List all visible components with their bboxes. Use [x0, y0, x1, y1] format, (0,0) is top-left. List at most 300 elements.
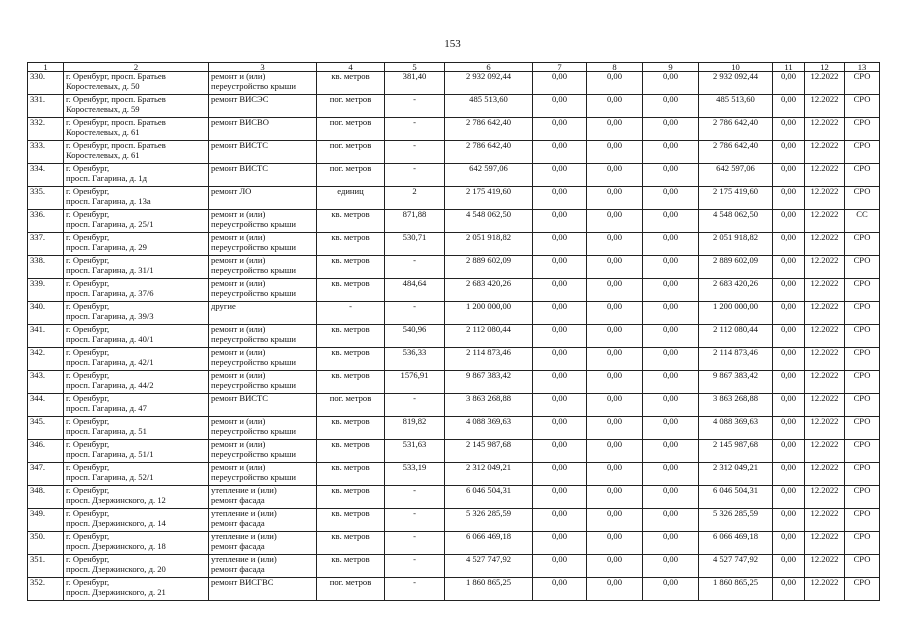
work-type-cell	[209, 486, 317, 509]
row-number-text: 333.	[30, 140, 46, 150]
total-cost-text: 9 867 383,42	[465, 370, 512, 380]
fund-source-cell	[845, 95, 880, 118]
funding-col-11-cell	[773, 325, 805, 348]
unit-cell	[317, 578, 385, 601]
work-type-text: переустройство крыши	[211, 218, 296, 229]
funding-col-11-cell	[773, 302, 805, 325]
quantity-text: -	[413, 508, 416, 518]
completion-date-cell	[805, 417, 845, 440]
funding-col-11-cell	[773, 509, 805, 532]
total-cost-cell	[445, 302, 533, 325]
work-type-text: ремонт и (или)	[211, 439, 266, 449]
address-text: г. Оренбург,	[66, 531, 110, 541]
address-text: г. Оренбург,	[66, 301, 110, 311]
funding-col-8-cell	[587, 118, 643, 141]
quantity-cell	[385, 509, 445, 532]
funding-col-9-text: 0,00	[662, 232, 679, 242]
funding-col-11-text: 0,00	[780, 140, 797, 150]
row-number-text: 331.	[30, 94, 46, 104]
total-cost-text: 2 145 987,68	[465, 439, 512, 449]
total-cost-text: 2 932 092,44	[465, 71, 512, 81]
work-type-text: ремонт и (или)	[211, 255, 266, 265]
address-text: просп. Гагарина, д. 29	[66, 241, 147, 252]
work-type-cell	[209, 302, 317, 325]
unit-text: кв. метров	[331, 531, 370, 541]
funding-col-8-cell	[587, 141, 643, 164]
funding-col-11-cell	[773, 555, 805, 578]
completion-date-text: 12.2022	[810, 140, 839, 150]
total-cost-cell	[445, 187, 533, 210]
funding-col-8-cell	[587, 417, 643, 440]
fund-source-text: СРО	[853, 232, 871, 242]
address-cell	[64, 187, 209, 210]
work-type-text: утепление и (или)	[211, 531, 277, 541]
funding-col-7-text: 0,00	[551, 163, 568, 173]
address-text: просп. Гагарина, д. 51/1	[66, 448, 154, 459]
completion-date-text: 12.2022	[810, 439, 839, 449]
fund-source-text: СРО	[853, 94, 871, 104]
address-text: г. Оренбург,	[66, 163, 110, 173]
funding-col-8-cell	[587, 394, 643, 417]
total-cost-cell	[445, 486, 533, 509]
funding-col-7-text: 0,00	[551, 416, 568, 426]
work-type-cell	[209, 141, 317, 164]
completion-date-text: 12.2022	[810, 324, 839, 334]
unit-cell	[317, 72, 385, 95]
unit-cell	[317, 302, 385, 325]
funding-col-8-text: 0,00	[606, 140, 623, 150]
fund-source-cell	[845, 325, 880, 348]
funding-col-8-text: 0,00	[606, 577, 623, 587]
table-row	[28, 256, 880, 279]
fund-source-text: СРО	[853, 301, 871, 311]
completion-date-cell	[805, 72, 845, 95]
address-text: просп. Гагарина, д. 47	[66, 402, 147, 413]
funding-col-8-cell	[587, 325, 643, 348]
total-cost-text: 2 114 873,46	[466, 347, 511, 357]
funding-col-11-cell	[773, 164, 805, 187]
funding-col-9-text: 0,00	[662, 370, 679, 380]
funding-col-9-cell	[643, 578, 699, 601]
quantity-cell	[385, 486, 445, 509]
quantity-text: -	[413, 577, 416, 587]
fund-source-cell	[845, 578, 880, 601]
address-text: г. Оренбург,	[66, 255, 110, 265]
funding-col-9-cell	[643, 555, 699, 578]
funding-col-10-cell	[699, 555, 773, 578]
address-text: г. Оренбург, просп. Братьев	[66, 71, 166, 81]
work-type-text: переустройство крыши	[211, 241, 296, 252]
funding-col-7-text: 0,00	[551, 347, 568, 357]
address-text: г. Оренбург,	[66, 462, 110, 472]
work-type-text: переустройство крыши	[211, 287, 296, 298]
address-text: просп. Дзержинского, д. 14	[66, 517, 166, 528]
total-cost-cell	[445, 463, 533, 486]
funding-col-10-cell	[699, 578, 773, 601]
address-text: г. Оренбург,	[66, 370, 110, 380]
unit-cell	[317, 532, 385, 555]
work-type-cell	[209, 555, 317, 578]
row-number-text: 332.	[30, 117, 46, 127]
table-row	[28, 72, 880, 95]
completion-date-text: 12.2022	[810, 232, 839, 242]
unit-cell	[317, 325, 385, 348]
unit-cell	[317, 164, 385, 187]
quantity-text: 533,19	[402, 462, 427, 472]
funding-col-8-text: 0,00	[606, 416, 623, 426]
work-type-cell	[209, 371, 317, 394]
address-text: г. Оренбург, просп. Братьев	[66, 117, 166, 127]
fund-source-cell	[845, 118, 880, 141]
unit-text: кв. метров	[331, 439, 370, 449]
funding-col-9-cell	[643, 509, 699, 532]
address-cell	[64, 95, 209, 118]
funding-col-8-text: 0,00	[606, 554, 623, 564]
funding-col-10-cell	[699, 118, 773, 141]
funding-col-9-cell	[643, 348, 699, 371]
unit-text: кв. метров	[331, 347, 370, 357]
quantity-text: -	[413, 94, 416, 104]
funding-col-8-text: 0,00	[606, 71, 623, 81]
row-number-cell	[28, 348, 64, 371]
quantity-cell	[385, 187, 445, 210]
funding-col-8-text: 0,00	[606, 508, 623, 518]
address-cell	[64, 440, 209, 463]
column-header: 12	[805, 63, 845, 72]
completion-date-cell	[805, 325, 845, 348]
funding-col-11-text: 0,00	[780, 347, 797, 357]
unit-cell	[317, 256, 385, 279]
funding-col-10-text: 2 112 080,44	[713, 324, 758, 334]
row-number-cell	[28, 486, 64, 509]
table-row	[28, 210, 880, 233]
completion-date-text: 12.2022	[810, 508, 839, 518]
quantity-cell	[385, 118, 445, 141]
total-cost-text: 485 513,60	[469, 94, 508, 104]
funding-col-7-cell	[533, 417, 587, 440]
funding-col-10-text: 5 326 285,59	[712, 508, 759, 518]
completion-date-text: 12.2022	[810, 278, 839, 288]
address-cell	[64, 371, 209, 394]
funding-col-10-text: 2 786 642,40	[712, 140, 759, 150]
row-number-cell	[28, 509, 64, 532]
work-type-text: ремонт фасада	[211, 563, 265, 574]
funding-col-7-cell	[533, 440, 587, 463]
funding-col-9-text: 0,00	[662, 71, 679, 81]
funding-col-10-text: 2 145 987,68	[712, 439, 759, 449]
funding-col-9-text: 0,00	[662, 117, 679, 127]
address-cell	[64, 417, 209, 440]
funding-col-10-cell	[699, 394, 773, 417]
funding-col-7-text: 0,00	[551, 485, 568, 495]
total-cost-text: 6 046 504,31	[465, 485, 512, 495]
quantity-cell	[385, 302, 445, 325]
funding-col-7-text: 0,00	[551, 393, 568, 403]
funding-col-10-text: 2 683 420,26	[712, 278, 759, 288]
completion-date-text: 12.2022	[810, 347, 839, 357]
funding-col-7-cell	[533, 164, 587, 187]
address-text: г. Оренбург,	[66, 508, 110, 518]
address-cell	[64, 509, 209, 532]
quantity-text: 531,63	[402, 439, 427, 449]
row-number-text: 344.	[30, 393, 46, 403]
unit-cell	[317, 417, 385, 440]
funding-col-7-text: 0,00	[551, 232, 568, 242]
fund-source-text: СРО	[853, 278, 871, 288]
address-cell	[64, 348, 209, 371]
address-cell	[64, 233, 209, 256]
fund-source-cell	[845, 210, 880, 233]
unit-cell	[317, 95, 385, 118]
completion-date-cell	[805, 509, 845, 532]
funding-col-10-cell	[699, 256, 773, 279]
total-cost-cell	[445, 256, 533, 279]
completion-date-cell	[805, 256, 845, 279]
funding-col-9-text: 0,00	[662, 255, 679, 265]
unit-cell	[317, 486, 385, 509]
funding-col-7-cell	[533, 555, 587, 578]
funding-col-11-cell	[773, 532, 805, 555]
quantity-cell	[385, 95, 445, 118]
quantity-cell	[385, 233, 445, 256]
funding-col-10-cell	[699, 72, 773, 95]
address-text: г. Оренбург,	[66, 324, 110, 334]
column-header: 7	[533, 63, 587, 72]
address-text: просп. Гагарина, д. 44/2	[66, 379, 154, 390]
completion-date-text: 12.2022	[810, 554, 839, 564]
unit-text: кв. метров	[331, 255, 370, 265]
funding-col-8-cell	[587, 532, 643, 555]
column-header: 2	[64, 63, 209, 72]
work-type-text: ремонт и (или)	[211, 232, 266, 242]
work-type-text: ремонт ВИСТС	[211, 163, 269, 173]
unit-cell	[317, 279, 385, 302]
row-number-text: 330.	[30, 71, 46, 81]
row-number-cell	[28, 532, 64, 555]
address-text: г. Оренбург,	[66, 485, 110, 495]
funding-col-7-cell	[533, 279, 587, 302]
completion-date-cell	[805, 210, 845, 233]
fund-source-cell	[845, 394, 880, 417]
total-cost-text: 2 889 602,09	[465, 255, 512, 265]
funding-col-8-text: 0,00	[606, 209, 623, 219]
address-text: г. Оренбург,	[66, 439, 110, 449]
completion-date-cell	[805, 233, 845, 256]
work-type-cell	[209, 279, 317, 302]
row-number-cell	[28, 210, 64, 233]
funding-col-11-cell	[773, 394, 805, 417]
quantity-text: -	[413, 531, 416, 541]
quantity-text: -	[413, 163, 416, 173]
funding-col-7-text: 0,00	[551, 531, 568, 541]
funding-col-10-cell	[699, 371, 773, 394]
funding-col-10-cell	[699, 463, 773, 486]
completion-date-text: 12.2022	[810, 94, 839, 104]
funding-col-8-text: 0,00	[606, 393, 623, 403]
fund-source-cell	[845, 532, 880, 555]
fund-source-text: СРО	[853, 554, 871, 564]
work-type-text: переустройство крыши	[211, 448, 296, 459]
funding-col-9-cell	[643, 371, 699, 394]
funding-col-8-text: 0,00	[606, 255, 623, 265]
funding-col-9-text: 0,00	[662, 209, 679, 219]
address-text: просп. Гагарина, д. 52/1	[66, 471, 154, 482]
table-row	[28, 95, 880, 118]
funding-col-9-text: 0,00	[662, 94, 679, 104]
quantity-text: -	[413, 117, 416, 127]
completion-date-text: 12.2022	[810, 485, 839, 495]
quantity-cell	[385, 555, 445, 578]
row-number-text: 335.	[30, 186, 46, 196]
fund-source-text: СРО	[853, 416, 871, 426]
row-number-cell	[28, 279, 64, 302]
funding-col-8-text: 0,00	[606, 301, 623, 311]
funding-col-11-text: 0,00	[780, 554, 797, 564]
row-number-cell	[28, 417, 64, 440]
total-cost-cell	[445, 210, 533, 233]
funding-col-8-text: 0,00	[606, 370, 623, 380]
row-number-text: 334.	[30, 163, 46, 173]
funding-col-10-text: 2 312 049,21	[712, 462, 759, 472]
funding-col-11-cell	[773, 256, 805, 279]
funding-col-10-text: 4 527 747,92	[712, 554, 759, 564]
funding-col-8-cell	[587, 233, 643, 256]
unit-text: кв. метров	[331, 508, 370, 518]
funding-col-11-text: 0,00	[780, 577, 797, 587]
funding-col-9-text: 0,00	[662, 278, 679, 288]
funding-col-7-cell	[533, 348, 587, 371]
table-row	[28, 486, 880, 509]
funding-col-9-cell	[643, 440, 699, 463]
row-number-text: 348.	[30, 485, 46, 495]
funding-col-7-cell	[533, 325, 587, 348]
completion-date-text: 12.2022	[810, 577, 839, 587]
column-header: 11	[773, 63, 805, 72]
address-cell	[64, 532, 209, 555]
address-text: просп. Гагарина, д. 31/1	[66, 264, 154, 275]
completion-date-cell	[805, 532, 845, 555]
funding-col-11-text: 0,00	[780, 209, 797, 219]
work-type-text: ремонт ВИСГВС	[211, 577, 274, 587]
funding-col-10-text: 2 889 602,09	[712, 255, 759, 265]
completion-date-cell	[805, 279, 845, 302]
work-type-text: ремонт и (или)	[211, 71, 266, 81]
funding-col-9-text: 0,00	[662, 324, 679, 334]
unit-cell	[317, 348, 385, 371]
address-text: Коростелевых, д. 61	[66, 126, 140, 137]
total-cost-cell	[445, 394, 533, 417]
quantity-cell	[385, 578, 445, 601]
quantity-cell	[385, 371, 445, 394]
funding-col-9-text: 0,00	[662, 301, 679, 311]
address-text: г. Оренбург, просп. Братьев	[66, 140, 166, 150]
completion-date-text: 12.2022	[810, 186, 839, 196]
quantity-cell	[385, 256, 445, 279]
row-number-text: 340.	[30, 301, 46, 311]
funding-col-9-cell	[643, 141, 699, 164]
funding-col-7-text: 0,00	[551, 370, 568, 380]
fund-source-cell	[845, 233, 880, 256]
funding-col-7-text: 0,00	[551, 301, 568, 311]
completion-date-cell	[805, 118, 845, 141]
funding-col-8-cell	[587, 72, 643, 95]
unit-text: пог. метров	[329, 393, 372, 403]
funding-col-11-cell	[773, 486, 805, 509]
row-number-cell	[28, 394, 64, 417]
address-cell	[64, 256, 209, 279]
completion-date-text: 12.2022	[810, 163, 839, 173]
table-row	[28, 118, 880, 141]
work-type-text: ремонт фасада	[211, 540, 265, 551]
column-header: 5	[385, 63, 445, 72]
funding-col-7-cell	[533, 187, 587, 210]
work-type-cell	[209, 578, 317, 601]
fund-source-text: СРО	[853, 163, 871, 173]
unit-cell	[317, 187, 385, 210]
completion-date-cell	[805, 95, 845, 118]
quantity-text: -	[413, 255, 416, 265]
work-type-cell	[209, 348, 317, 371]
address-cell	[64, 486, 209, 509]
table-row	[28, 141, 880, 164]
funding-col-9-text: 0,00	[662, 462, 679, 472]
total-cost-text: 1 200 000,00	[465, 301, 512, 311]
column-header: 1	[28, 63, 64, 72]
work-type-text: утепление и (или)	[211, 508, 277, 518]
unit-text: кв. метров	[331, 370, 370, 380]
row-number-cell	[28, 187, 64, 210]
table-row	[28, 463, 880, 486]
row-number-text: 341.	[30, 324, 46, 334]
completion-date-text: 12.2022	[810, 370, 839, 380]
total-cost-text: 2 112 080,44	[466, 324, 511, 334]
table-row	[28, 371, 880, 394]
fund-source-cell	[845, 302, 880, 325]
work-type-text: ремонт ВИСТС	[211, 393, 269, 403]
address-cell	[64, 118, 209, 141]
funding-col-8-cell	[587, 371, 643, 394]
funding-col-8-text: 0,00	[606, 439, 623, 449]
completion-date-cell	[805, 463, 845, 486]
work-type-text: утепление и (или)	[211, 554, 277, 564]
quantity-cell	[385, 348, 445, 371]
work-type-cell	[209, 509, 317, 532]
funding-col-9-cell	[643, 394, 699, 417]
completion-date-cell	[805, 348, 845, 371]
address-cell	[64, 72, 209, 95]
funding-col-11-cell	[773, 348, 805, 371]
quantity-cell	[385, 279, 445, 302]
fund-source-text: СРО	[853, 462, 871, 472]
funding-col-7-text: 0,00	[551, 71, 568, 81]
address-text: просп. Гагарина, д. 51	[66, 425, 147, 436]
funding-col-10-cell	[699, 348, 773, 371]
work-type-text: переустройство крыши	[211, 379, 296, 390]
funding-col-10-text: 2 932 092,44	[712, 71, 759, 81]
completion-date-cell	[805, 486, 845, 509]
funding-col-10-text: 2 175 419,60	[712, 186, 759, 196]
table-row	[28, 394, 880, 417]
funding-col-11-text: 0,00	[780, 163, 797, 173]
work-type-text: ремонт и (или)	[211, 347, 266, 357]
funding-col-8-cell	[587, 348, 643, 371]
total-cost-cell	[445, 509, 533, 532]
funding-col-7-text: 0,00	[551, 577, 568, 587]
funding-col-11-text: 0,00	[780, 278, 797, 288]
quantity-cell	[385, 141, 445, 164]
funding-col-7-text: 0,00	[551, 94, 568, 104]
fund-source-text: СРО	[853, 117, 871, 127]
